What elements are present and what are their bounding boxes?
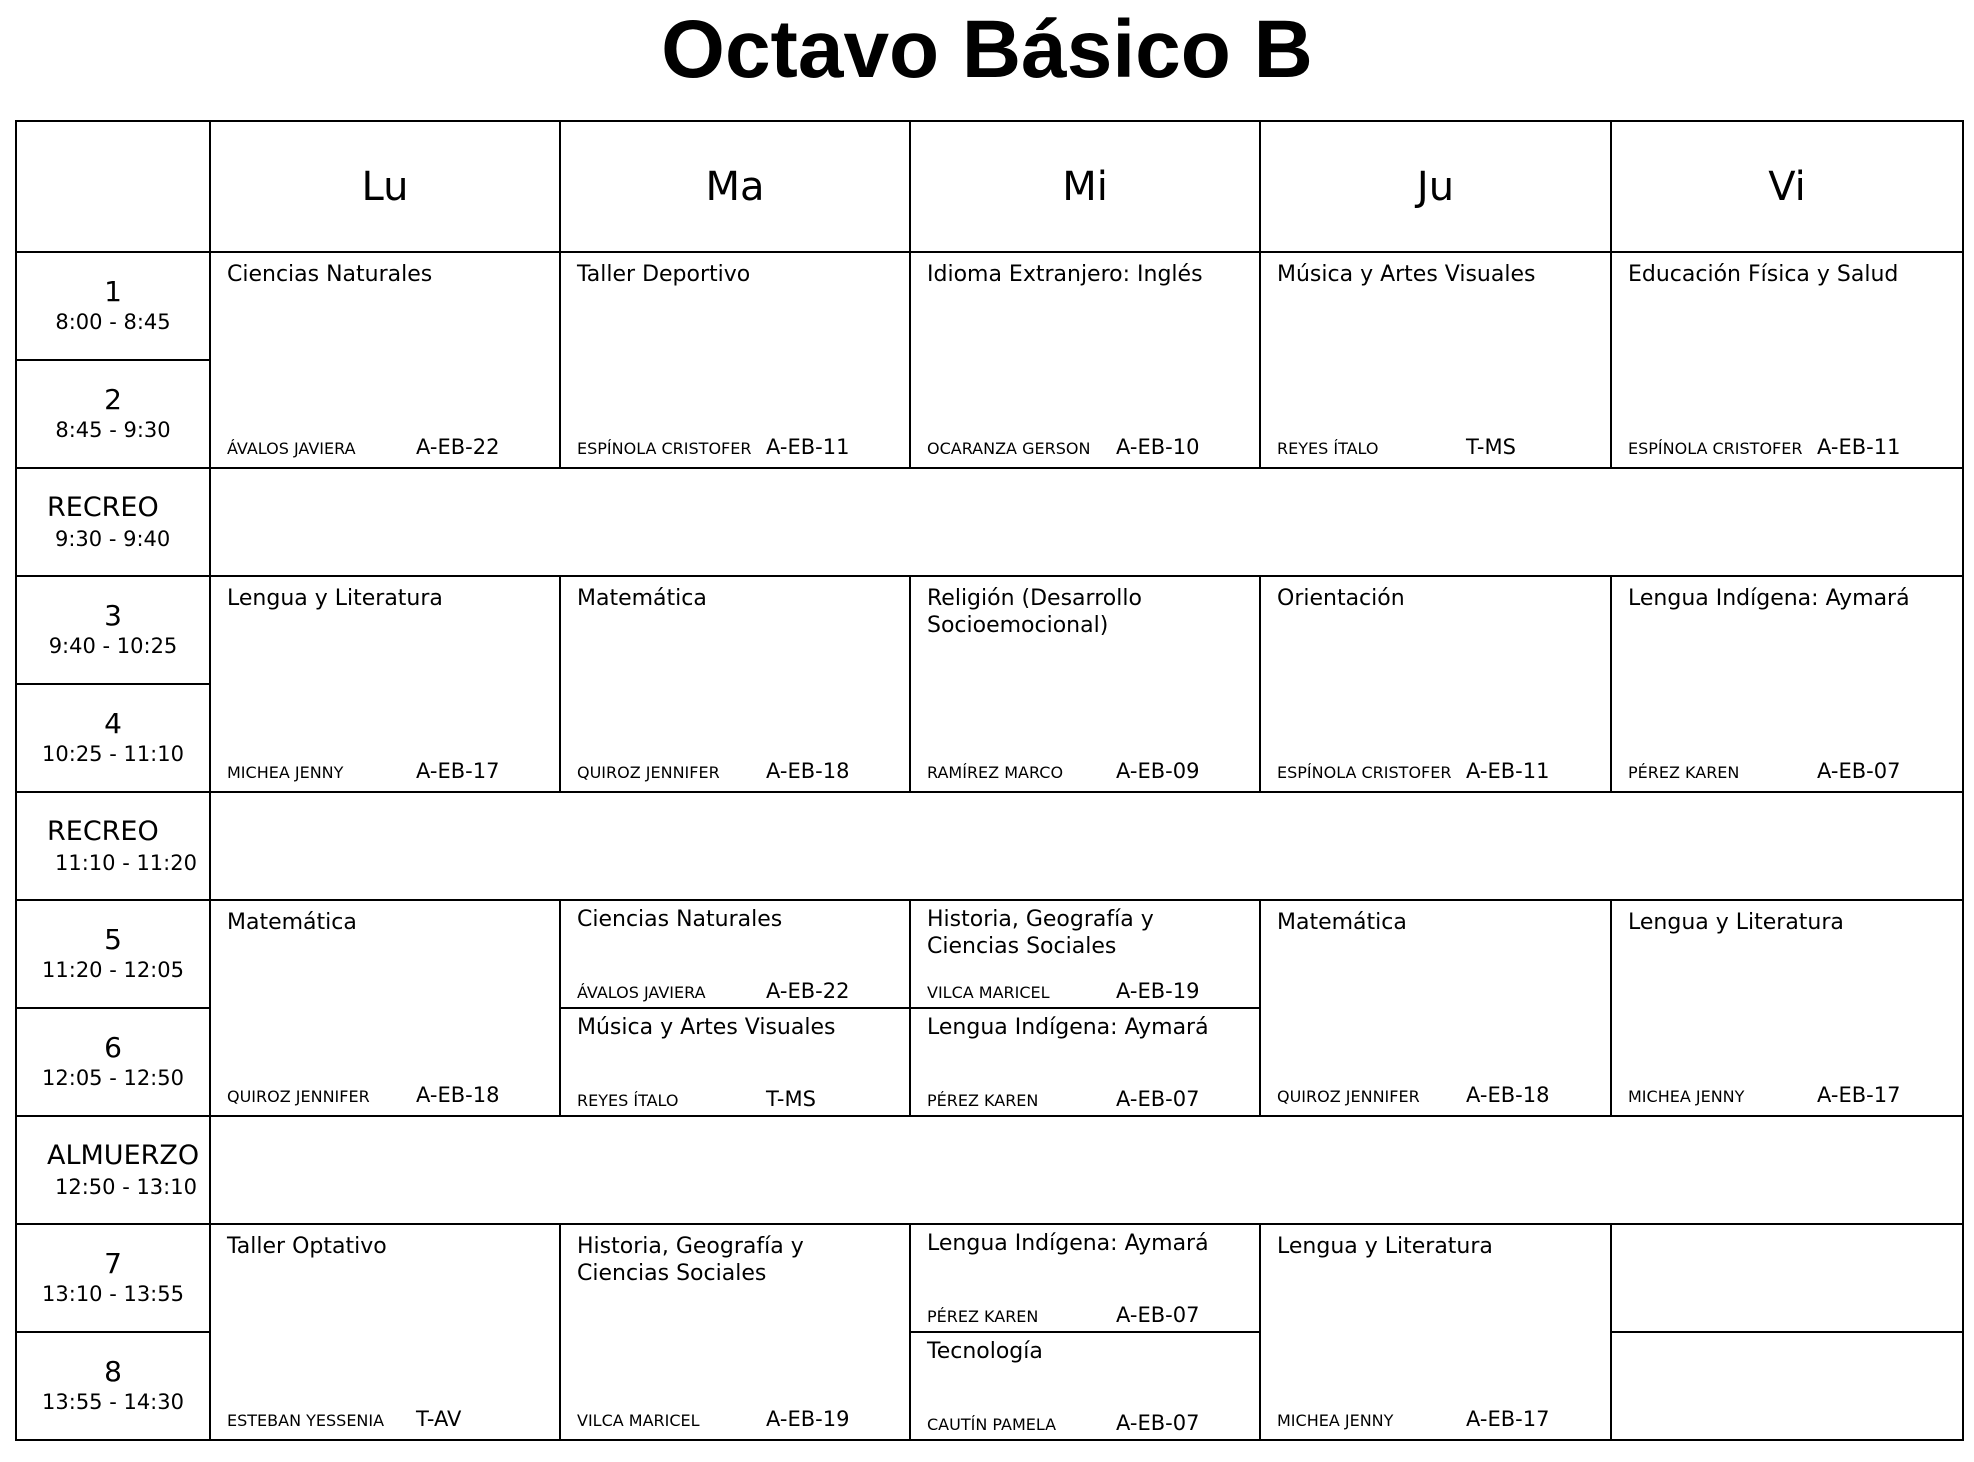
subject: Tecnología bbox=[927, 1339, 1043, 1364]
subject: Matemática bbox=[227, 910, 357, 935]
day-header-ju: Ju bbox=[1260, 121, 1611, 252]
room: A-EB-11 bbox=[1817, 435, 1901, 459]
subject: Matemática bbox=[577, 586, 707, 611]
room: A-EB-07 bbox=[1116, 1411, 1200, 1435]
teacher: RAMÍREZ MARCO bbox=[927, 763, 1064, 782]
room: A-EB-17 bbox=[1817, 1083, 1901, 1107]
period-time: 12:05 - 12:50 bbox=[42, 1066, 184, 1090]
break-time: 11:10 - 11:20 bbox=[55, 851, 197, 875]
subject: Idioma Extranjero: Inglés bbox=[927, 262, 1203, 287]
class-cell-ju-1-2 bbox=[1260, 252, 1611, 468]
class-cell-vi-3-4 bbox=[1611, 576, 1963, 792]
period-2 bbox=[16, 360, 210, 468]
class-cell-mi-6 bbox=[910, 1008, 1260, 1116]
teacher: ESPÍNOLA CRISTOFER bbox=[1277, 763, 1452, 782]
subject: Orientación bbox=[1277, 586, 1405, 611]
subject: Lengua y Literatura bbox=[1628, 910, 1844, 935]
teacher: VILCA MARICEL bbox=[577, 1411, 700, 1430]
teacher: ESTEBAN YESSENIA bbox=[227, 1411, 385, 1430]
subject: Lengua Indígena: Aymará bbox=[927, 1015, 1209, 1040]
class-cell-mi-5 bbox=[910, 900, 1260, 1008]
subject: Ciencias Naturales bbox=[577, 907, 783, 932]
class-cell-ma-5 bbox=[560, 900, 910, 1008]
class-cell-lu-7-8 bbox=[210, 1224, 560, 1440]
teacher: OCARANZA GERSON bbox=[927, 439, 1091, 458]
room: T-MS bbox=[766, 1087, 816, 1111]
room: A-EB-18 bbox=[766, 759, 850, 783]
break-row-band bbox=[210, 468, 1963, 576]
teacher: MICHEA JENNY bbox=[1628, 1087, 1745, 1106]
period-3 bbox=[16, 576, 210, 684]
teacher: VILCA MARICEL bbox=[927, 983, 1050, 1002]
period-number: 7 bbox=[104, 1247, 122, 1280]
period-time: 8:45 - 9:30 bbox=[55, 418, 171, 442]
day-header-mi: Mi bbox=[910, 121, 1260, 252]
break-label: RECREO bbox=[47, 492, 159, 523]
class-cell-ju-3-4 bbox=[1260, 576, 1611, 792]
subject: Educación Física y Salud bbox=[1628, 262, 1899, 287]
subject: Música y Artes Visuales bbox=[1277, 262, 1536, 287]
break-label: RECREO bbox=[47, 816, 159, 847]
teacher: QUIROZ JENNIFER bbox=[1277, 1087, 1420, 1106]
class-cell-ma-7-8 bbox=[560, 1224, 910, 1440]
period-number: 6 bbox=[104, 1031, 122, 1064]
class-cell-ju-5-6 bbox=[1260, 900, 1611, 1116]
class-cell-mi-7 bbox=[910, 1224, 1260, 1332]
class-cell-mi-8 bbox=[910, 1332, 1260, 1440]
subject: Matemática bbox=[1277, 910, 1407, 935]
page-title: Octavo Básico B bbox=[661, 4, 1313, 95]
break-label: ALMUERZO bbox=[47, 1140, 200, 1171]
empty-cell-vi-8 bbox=[1611, 1332, 1963, 1440]
teacher: REYES ÍTALO bbox=[1277, 439, 1379, 458]
room: A-EB-11 bbox=[1466, 759, 1550, 783]
room: A-EB-19 bbox=[766, 1407, 850, 1431]
teacher: MICHEA JENNY bbox=[1277, 1411, 1394, 1430]
class-cell-vi-5-6 bbox=[1611, 900, 1963, 1116]
room: A-EB-11 bbox=[766, 435, 850, 459]
period-6 bbox=[16, 1008, 210, 1116]
room: A-EB-22 bbox=[766, 979, 850, 1003]
room: A-EB-07 bbox=[1116, 1087, 1200, 1111]
corner-cell bbox=[16, 121, 210, 252]
class-cell-lu-5-6 bbox=[210, 900, 560, 1116]
class-cell-ma-1-2 bbox=[560, 252, 910, 468]
class-cell-vi-1-2 bbox=[1611, 252, 1963, 468]
room: A-EB-07 bbox=[1116, 1303, 1200, 1327]
room: T-MS bbox=[1466, 435, 1516, 459]
header-row bbox=[16, 121, 1963, 252]
period-time: 13:55 - 14:30 bbox=[42, 1390, 184, 1414]
period-time: 13:10 - 13:55 bbox=[42, 1282, 184, 1306]
teacher: ÁVALOS JAVIERA bbox=[577, 983, 706, 1002]
class-cell-lu-1-2 bbox=[210, 252, 560, 468]
teacher: QUIROZ JENNIFER bbox=[577, 763, 720, 782]
period-number: 3 bbox=[104, 599, 122, 632]
teacher: ESPÍNOLA CRISTOFER bbox=[577, 439, 752, 458]
break-row-band bbox=[210, 792, 1963, 900]
teacher: PÉREZ KAREN bbox=[1628, 763, 1740, 782]
period-5 bbox=[16, 900, 210, 1008]
subject: Lengua Indígena: Aymará bbox=[1628, 586, 1910, 611]
subject: Música y Artes Visuales bbox=[577, 1015, 836, 1040]
period-time: 8:00 - 8:45 bbox=[55, 310, 171, 334]
period-number: 2 bbox=[104, 383, 122, 416]
room: A-EB-19 bbox=[1116, 979, 1200, 1003]
class-cell-ma-6 bbox=[560, 1008, 910, 1116]
break-almuerzo bbox=[16, 1116, 210, 1224]
break-time: 12:50 - 13:10 bbox=[55, 1175, 197, 1199]
room: A-EB-17 bbox=[1466, 1407, 1550, 1431]
subject: Taller Optativo bbox=[227, 1234, 387, 1259]
break-recreo-2 bbox=[16, 792, 210, 900]
empty-cell-vi-7 bbox=[1611, 1224, 1963, 1332]
period-4 bbox=[16, 684, 210, 792]
period-time: 11:20 - 12:05 bbox=[42, 958, 184, 982]
room: T-AV bbox=[416, 1407, 462, 1431]
period-time: 10:25 - 11:10 bbox=[42, 742, 184, 766]
class-cell-ma-3-4 bbox=[560, 576, 910, 792]
subject: Historia, Geografía y Ciencias Sociales bbox=[927, 907, 1154, 959]
day-header-ma: Ma bbox=[560, 121, 910, 252]
subject: Lengua y Literatura bbox=[1277, 1234, 1493, 1259]
period-number: 8 bbox=[104, 1355, 122, 1388]
teacher: CAUTÍN PAMELA bbox=[927, 1415, 1057, 1434]
room: A-EB-18 bbox=[416, 1083, 500, 1107]
subject: Religión (Desarrollo Socioemocional) bbox=[927, 586, 1142, 638]
teacher: PÉREZ KAREN bbox=[927, 1307, 1039, 1326]
teacher: REYES ÍTALO bbox=[577, 1091, 679, 1110]
subject: Taller Deportivo bbox=[577, 262, 751, 287]
period-number: 5 bbox=[104, 923, 122, 956]
period-7 bbox=[16, 1224, 210, 1332]
break-recreo-1 bbox=[16, 468, 210, 576]
class-cell-ju-7-8 bbox=[1260, 1224, 1611, 1440]
day-header-lu: Lu bbox=[210, 121, 560, 252]
room: A-EB-10 bbox=[1116, 435, 1200, 459]
class-cell-mi-1-2 bbox=[910, 252, 1260, 468]
schedule-table bbox=[15, 120, 1964, 1441]
period-1 bbox=[16, 252, 210, 360]
teacher: MICHEA JENNY bbox=[227, 763, 344, 782]
period-number: 1 bbox=[104, 275, 122, 308]
subject: Lengua y Literatura bbox=[227, 586, 443, 611]
room: A-EB-18 bbox=[1466, 1083, 1550, 1107]
subject: Lengua Indígena: Aymará bbox=[927, 1231, 1209, 1256]
break-row-band bbox=[210, 1116, 1963, 1224]
teacher: ESPÍNOLA CRISTOFER bbox=[1628, 439, 1803, 458]
room: A-EB-17 bbox=[416, 759, 500, 783]
period-time: 9:40 - 10:25 bbox=[48, 634, 178, 658]
room: A-EB-22 bbox=[416, 435, 500, 459]
class-cell-mi-3-4 bbox=[910, 576, 1260, 792]
room: A-EB-07 bbox=[1817, 759, 1901, 783]
period-number: 4 bbox=[104, 707, 122, 740]
subject: Historia, Geografía y Ciencias Sociales bbox=[577, 1234, 804, 1286]
teacher: ÁVALOS JAVIERA bbox=[227, 439, 356, 458]
day-header-vi: Vi bbox=[1611, 121, 1963, 252]
break-time: 9:30 - 9:40 bbox=[55, 527, 171, 551]
room: A-EB-09 bbox=[1116, 759, 1200, 783]
teacher: PÉREZ KAREN bbox=[927, 1091, 1039, 1110]
class-cell-lu-3-4 bbox=[210, 576, 560, 792]
subject: Ciencias Naturales bbox=[227, 262, 433, 287]
period-8 bbox=[16, 1332, 210, 1440]
teacher: QUIROZ JENNIFER bbox=[227, 1087, 370, 1106]
